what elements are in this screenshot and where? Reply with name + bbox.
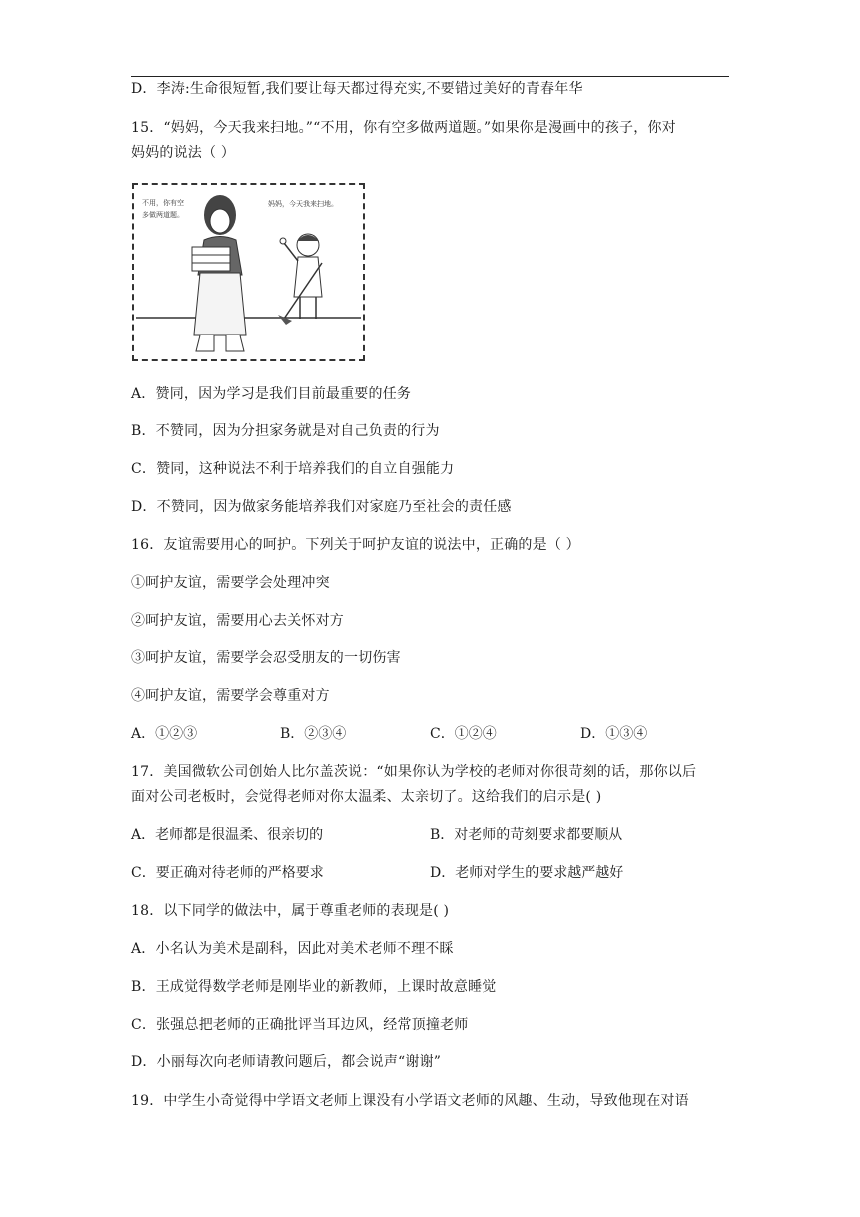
mother-speech-1: 不用，你有空	[142, 199, 184, 207]
q16-stem: 16．友谊需要用心的呵护。下列关于呵护友谊的说法中，正确的是（ ）	[131, 537, 580, 553]
mother-figure	[192, 195, 246, 351]
q16-option-a: A．①②③	[131, 726, 198, 742]
q15-option-a: A．赞同，因为学习是我们目前最重要的任务	[131, 386, 412, 402]
q17-option-a: A．老师都是很温柔、很亲切的	[131, 827, 324, 843]
q18-option-c: C．张强总把老师的正确批评当耳边风，经常顶撞老师	[131, 1017, 469, 1033]
q16-option-b: B．②③④	[280, 726, 347, 742]
child-figure	[278, 234, 322, 325]
q18-option-a: A．小名认为美术是副科，因此对美术老师不理不睬	[131, 941, 454, 957]
q17-stem-line2: 面对公司老板时，会觉得老师对你太温柔、太亲切了。这给我们的启示是( )	[131, 789, 602, 805]
q17-stem-line1: 17．美国微软公司创始人比尔盖茨说：“如果你认为学校的老师对你很苛刻的话，那你以后	[131, 764, 697, 780]
q17-option-c: C．要正确对待老师的严格要求	[131, 865, 324, 881]
q15-option-d: D．不赞同，因为做家务能培养我们对家庭乃至社会的责任感	[131, 499, 512, 515]
q18-option-b: B．王成觉得数学老师是刚毕业的新教师，上课时故意睡觉	[131, 979, 497, 995]
comic-illustration	[132, 183, 365, 361]
q18-stem: 18．以下同学的做法中，属于尊重老师的表现是( )	[131, 903, 450, 919]
q16-option-c: C．①②④	[430, 726, 497, 742]
header-rule	[131, 76, 729, 77]
q16-statement-3: ③呵护友谊，需要学会忍受朋友的一切伤害	[131, 650, 401, 666]
child-speech: 妈妈，今天我来扫地。	[268, 200, 338, 208]
q15-option-b: B．不赞同，因为分担家务就是对自己负责的行为	[131, 423, 440, 439]
comic-drawing	[134, 185, 363, 359]
q16-statement-2: ②呵护友谊，需要用心去关怀对方	[131, 613, 344, 629]
q19-stem-line1: 19．中学生小奇觉得中学语文老师上课没有小学语文老师的风趣、生动，导致他现在对语	[131, 1093, 689, 1109]
q14-option-d: D．李涛:生命很短暂,我们要让每天都过得充实,不要错过美好的青春年华	[131, 81, 583, 97]
q15-stem-line1: 15．“妈妈，今天我来扫地。”“不用，你有空多做两道题。”如果你是漫画中的孩子，你对	[131, 120, 676, 136]
q16-option-d: D．①③④	[580, 726, 648, 742]
q15-stem-line2: 妈妈的说法（ ）	[131, 145, 236, 161]
q17-option-d: D．老师对学生的要求越严越好	[430, 865, 624, 881]
q18-option-d: D．小丽每次向老师请教问题后，都会说声“谢谢”	[131, 1054, 442, 1070]
q16-statement-1: ①呵护友谊，需要学会处理冲突	[131, 575, 330, 591]
q17-option-b: B．对老师的苛刻要求都要顺从	[430, 827, 623, 843]
q16-statement-4: ④呵护友谊，需要学会尊重对方	[131, 688, 330, 704]
mother-speech-2: 多做两道题。	[142, 211, 184, 219]
q15-option-c: C．赞同，这种说法不利于培养我们的自立自强能力	[131, 461, 455, 477]
